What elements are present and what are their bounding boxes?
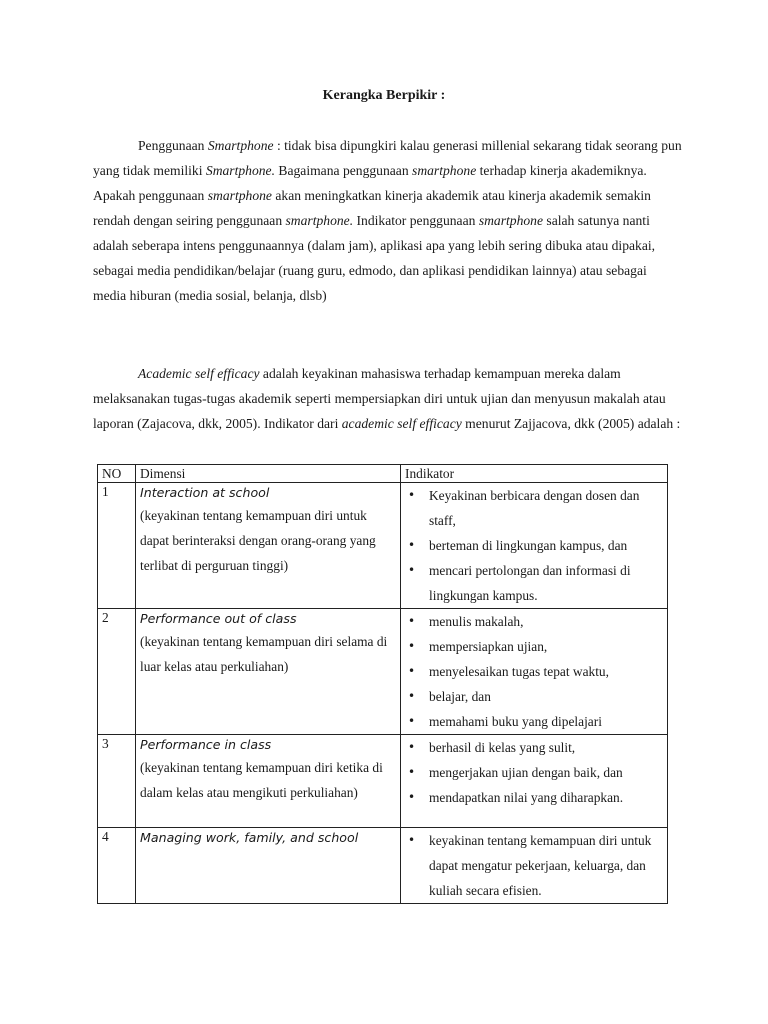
dimension-title: Performance in class bbox=[140, 737, 272, 752]
header-no: NO bbox=[98, 465, 136, 483]
list-item: • mengerjakan ujian dengan baik, dan bbox=[401, 760, 667, 785]
list-item: • mempersiapkan ujian, bbox=[401, 634, 667, 659]
row-number: 3 bbox=[98, 735, 136, 828]
text-run: salah satunya nanti adalah seberapa intens penggunaannya (dalam jam), aplikasi apa yang lebih sering dibuka atau dipakai, sebagai media pendidikan/belajar (ruang guru, edmodo, dan aplikasi pendidikan lainnya) atau sebagai media hiburan (media sosial, belanja, dlsb) bbox=[93, 213, 656, 303]
list-item: • keyakinan tentang kemampuan diri untuk dapat mengatur pekerjaan, keluarga, dan kuliah secara efisien. bbox=[401, 828, 667, 903]
list-item: • Keyakinan berbicara dengan dosen dan staff, bbox=[401, 483, 667, 533]
dimension-cell bbox=[136, 735, 401, 828]
dimension-cell bbox=[136, 483, 401, 609]
list-item: • berhasil di kelas yang sulit, bbox=[401, 735, 667, 760]
page-title: Kerangka Berpikir : bbox=[322, 88, 446, 103]
text-run: : tidak bisa dipungkiri kalau generasi millenial sekarang tidak seorang pun yang tidak memiliki bbox=[93, 138, 682, 178]
text-run: Bagaimana penggunaan bbox=[275, 163, 413, 178]
list-item: • berteman di lingkungan kampus, dan bbox=[401, 533, 667, 558]
indicator-cell bbox=[401, 609, 668, 735]
list-item: • menulis makalah, bbox=[401, 609, 667, 634]
dimension-title: Interaction at school bbox=[140, 485, 270, 500]
text-run: adalah keyakinan mahasiswa terhadap kemampuan mereka dalam melaksanakan tugas-tugas akademik seperti mempersiapkan diri untuk ujian dan menyusun makalah atau laporan (Zajacova, dkk, 2005). Indikator dari bbox=[93, 366, 666, 431]
indicator-table bbox=[97, 464, 668, 904]
list-item: • belajar, dan bbox=[401, 684, 667, 709]
table-row bbox=[98, 828, 668, 904]
dimension-cell bbox=[136, 828, 401, 904]
dimension-title: Managing work, family, and school bbox=[140, 830, 359, 845]
emphasis-run: smartphone. bbox=[285, 213, 354, 228]
list-item: • menyelesaikan tugas tepat waktu, bbox=[401, 659, 667, 684]
indicator-list bbox=[401, 483, 667, 608]
indicator-cell bbox=[401, 735, 668, 828]
text-run: Penggunaan bbox=[138, 138, 208, 153]
dimension-title: Performance out of class bbox=[140, 611, 297, 626]
emphasis-run: Smartphone. bbox=[205, 163, 275, 178]
emphasis-run: academic self efficacy bbox=[341, 416, 462, 431]
indicator-list bbox=[401, 609, 667, 734]
table-header-row bbox=[98, 465, 668, 483]
dimension-description: (keyakinan tentang kemampuan diri ketika di dalam kelas atau mengikuti perkuliahan) bbox=[140, 760, 383, 800]
row-number: 4 bbox=[98, 828, 136, 904]
indicator-list bbox=[401, 735, 667, 810]
text-run: menurut Zajjacova, dkk (2005) adalah : bbox=[461, 416, 681, 431]
dimension-description: (keyakinan tentang kemampuan diri selama di luar kelas atau perkuliahan) bbox=[140, 634, 388, 674]
emphasis-run: Smartphone bbox=[207, 138, 274, 153]
dimension-description: (keyakinan tentang kemampuan diri untuk dapat berinteraksi dengan orang-orang yang terlibat di perguruan tinggi) bbox=[140, 508, 376, 573]
indicator-cell bbox=[401, 828, 668, 904]
table-row bbox=[98, 609, 668, 735]
text-run: Indikator penggunaan bbox=[353, 213, 479, 228]
emphasis-run: smartphone bbox=[412, 163, 477, 178]
indicator-cell bbox=[401, 483, 668, 609]
emphasis-run: smartphone bbox=[478, 213, 544, 228]
dimension-cell bbox=[136, 609, 401, 735]
table-row bbox=[98, 483, 668, 609]
indicator-list bbox=[401, 828, 667, 903]
row-number: 1 bbox=[98, 483, 136, 609]
text-run: akan meningkatkan kinerja akademik atau kinerja akademik semakin rendah dengan seiring penggunaan bbox=[93, 188, 651, 228]
header-dimensi: Dimensi bbox=[136, 465, 401, 483]
emphasis-run: smartphone bbox=[207, 188, 272, 203]
text-run: terhadap kinerja akademiknya. Apakah penggunaan bbox=[93, 163, 647, 203]
emphasis-run: Academic self efficacy bbox=[138, 366, 260, 381]
list-item: • memahami buku yang dipelajari bbox=[401, 709, 667, 734]
paragraph-self-efficacy bbox=[93, 361, 683, 436]
paragraph-smartphone bbox=[93, 133, 683, 308]
header-indikator: Indikator bbox=[401, 465, 668, 483]
list-item: • mendapatkan nilai yang diharapkan. bbox=[401, 785, 667, 810]
table-row bbox=[98, 735, 668, 828]
row-number: 2 bbox=[98, 609, 136, 735]
list-item: • mencari pertolongan dan informasi di lingkungan kampus. bbox=[401, 558, 667, 608]
